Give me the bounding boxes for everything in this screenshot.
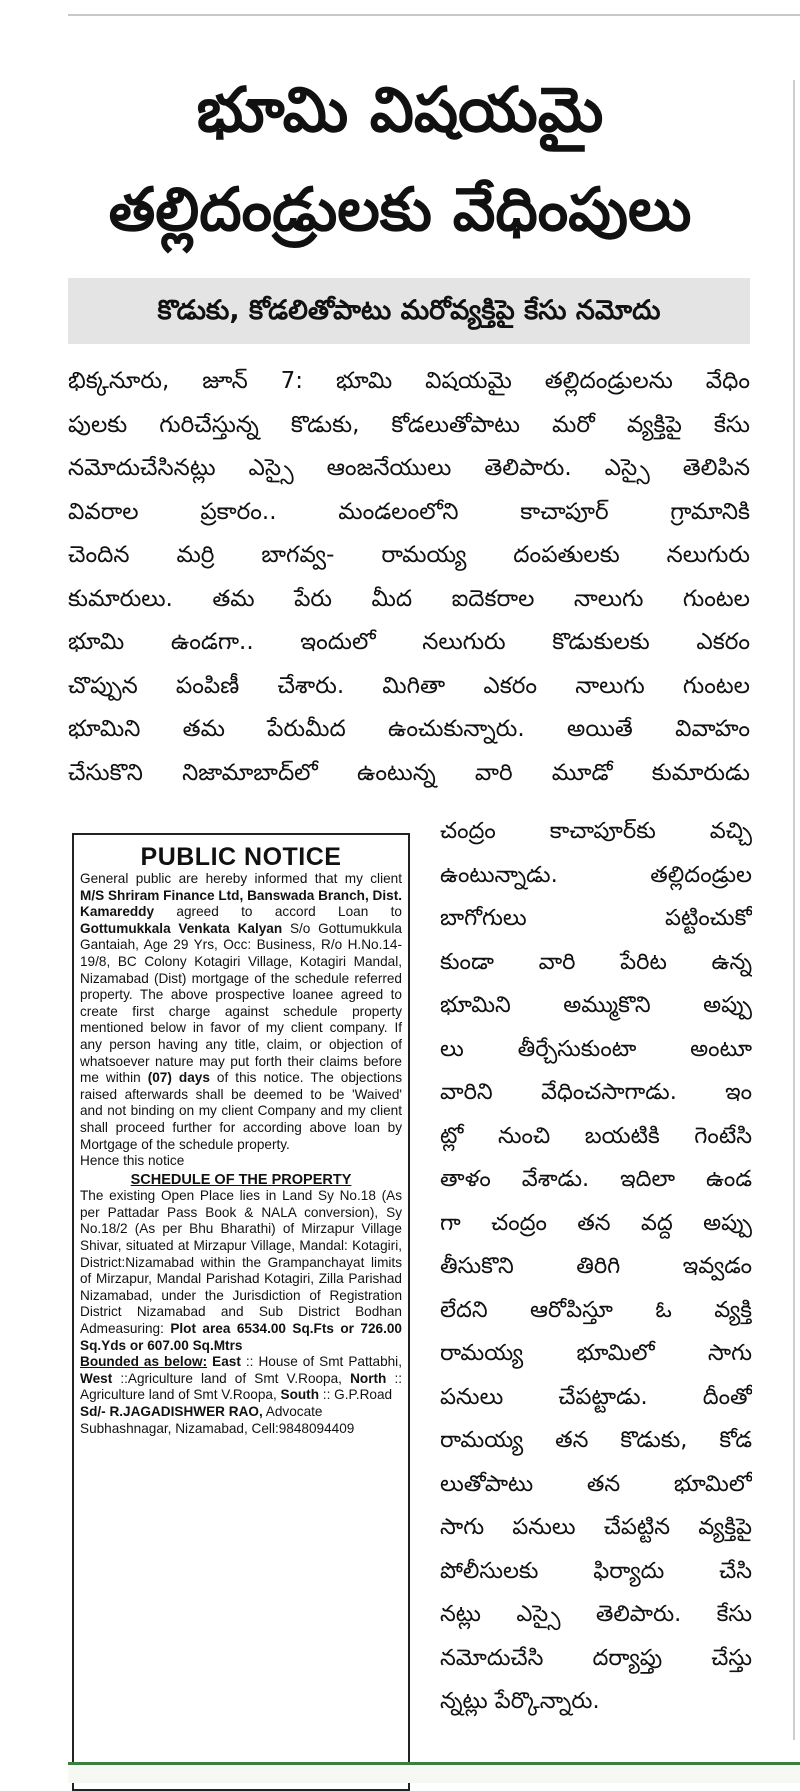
body-line: నట్లు ఎస్సై తెలిపారు. కేసు <box>440 1601 752 1627</box>
body-line: ట్లో నుంచి బయటికి గెంటేసి <box>440 1122 752 1149</box>
body-line: భూమి ఉండగా.. ఇందులో నలుగురు కొడుకులకు ఎకరం <box>68 629 750 655</box>
notice-text: agreed to accord Loan to <box>154 904 402 920</box>
body-line: చొప్పున పంపిణీ చేశారు. మిగితా ఎకరం నాలుగు గుంటల <box>68 672 750 699</box>
east-text: :: House of Smt Pattabhi, <box>240 1354 402 1370</box>
client-name: M/S Shriram Finance Ltd, Banswada Branch, Dist. Kamareddy <box>80 887 402 920</box>
bounded-label: Bounded as below: <box>80 1354 208 1370</box>
body-line: భూమిని అమ్ముకొని అప్పు <box>440 992 752 1018</box>
north-text: :: Agriculture land of Smt V.Roopa, <box>80 1370 402 1403</box>
west-label: West <box>80 1370 113 1386</box>
body-line: పోలీసులకు ఫిర్యాదు చేసి <box>440 1557 752 1584</box>
body-line: పులకు గురిచేస్తున్న కొడుకు, కోడలుతోపాటు మరో వ్యక్తిపై కేసు <box>68 411 750 438</box>
column-divider <box>793 80 795 1740</box>
south-text: :: G.P.Road <box>319 1387 393 1403</box>
top-divider <box>68 14 800 16</box>
body-line: నమోదుచేసి దర్యాప్తు చేస్తు <box>440 1644 752 1671</box>
signature-role: Advocate <box>262 1404 323 1419</box>
plot-area: Plot area 6534.00 Sq.Fts or 726.00 Sq.Yds or 607.00 Sq.Mtrs <box>80 1321 402 1353</box>
subheadline: కొడుకు, కోడలితోపాటు మరోవ్యక్తిపై కేసు నమోదు <box>68 278 750 344</box>
body-line: కుమారులు. తమ పేరు మీద ఐదెకరాల నాలుగు గుంటల <box>68 585 750 612</box>
east-label: East <box>207 1354 241 1370</box>
notice-paragraph <box>80 871 402 1153</box>
boundaries-paragraph <box>80 1354 402 1404</box>
notice-text: S/o Gottumukkula Gantaiah, Age 29 Yrs, Occ: Business, R/o H.No.14-19/8, BC Colony Kotagiri Village, Kotagiri Mandal, Nizamabad (Dist) mortgage of the schedule referred property. The above prospective loanee agreed to create first charge against schedule property mentioned below in favor of my client company. If any person having any title, claim, or objection of whatsoever nature may put forth their claims before me within <box>80 920 402 1086</box>
notice-text: of this notice. The objections raised afterwards shall be deemed to be 'Waived' and not binding on my client Company and my client shall proceed further for according above loan by Mortgage of the schedule property. <box>80 1070 402 1152</box>
notice-text: General public are hereby informed that my client <box>80 871 402 886</box>
signature-name: Sd/- R.JAGADISHWER RAO, <box>80 1404 263 1419</box>
body-line: భిక్కనూరు, జూన్ 7: భూమి విషయమై తల్లిదండ్రులను వేధిం <box>68 368 750 394</box>
body-line: పనులు చేపట్టాడు. దీంతో <box>440 1383 752 1410</box>
body-line: బాగోగులు పట్టించుకో <box>440 905 752 931</box>
body-line: తీసుకొని తిరిగి ఇవ్వడం <box>440 1253 752 1279</box>
public-notice-box <box>72 833 410 1791</box>
body-line: న్నట్లు పేర్కొన్నారు. <box>440 1688 600 1714</box>
south-label: South <box>280 1387 320 1403</box>
address: Subhashnagar, Nizamabad, Cell:9848094409 <box>80 1420 355 1436</box>
body-line: చంద్రం కాచాపూర్‌కు వచ్చి <box>440 818 752 844</box>
schedule-text: The existing Open Place lies in Land Sy No.18 (As per Pattadar Pass Book & NALA conversion), Sy No.18/2 (As per Bhu Bharathi) of Mirzapur Village Shivar, situated at Mirzapur Village, Mandal: Kotagiri, District:Nizamabad within the Grampanchayat limits of Mirzapur, Mandal Parishad Kotagiri, Zilla Parishad Nizamabad, under the Jurisdiction of Registration District Nizamabad and Sub District Bodhan Admeasuring: <box>80 1188 402 1337</box>
body-line: సాగు పనులు చేపట్టిన వ్యక్తిపై <box>440 1514 752 1540</box>
loanee-name: Gottumukkala Venkata Kalyan <box>80 920 283 936</box>
headline-line-2: తల్లిదండ్రులకు వేధింపులు <box>108 175 692 245</box>
body-line: తాళం వేశాడు. ఇదిలా ఉండ <box>440 1166 752 1192</box>
body-line: రామయ్య తన కొడుకు, కోడ <box>440 1427 752 1453</box>
headline-line-1: భూమి విషయమై <box>196 73 604 146</box>
body-line: గా చంద్రం తన వద్ద అప్పు <box>440 1209 752 1236</box>
body-line: కుండా వారి పేరిట ఉన్న <box>440 948 752 975</box>
body-line: ఉంటున్నాడు. తల్లిదండ్రుల <box>440 861 752 888</box>
body-line: వివరాల ప్రకారం.. మండలంలోని కాచాపూర్ గ్రామానికి <box>68 498 750 525</box>
notice-period: (07) days <box>147 1070 210 1086</box>
body-line: రామయ్య భూమిలో సాగు <box>440 1340 752 1366</box>
north-label: North <box>350 1370 387 1386</box>
schedule-title: SCHEDULE OF THE PROPERTY <box>130 1171 352 1188</box>
west-text: ::Agriculture land of Smt V.Roopa, <box>112 1370 351 1386</box>
body-line: చెందిన మర్రి బాగవ్వ- రామయ్య దంపతులకు నలుగురు <box>68 542 750 568</box>
body-line: చేసుకొని నిజామాబాద్‌లో ఉంటున్న వారి మూడో కుమారుడు <box>68 759 750 786</box>
body-line: లుతోపాటు తన భూమిలో <box>440 1470 752 1497</box>
signature <box>80 1404 402 1421</box>
body-line: లు తీర్చేసుకుంటా అంటూ <box>440 1035 752 1062</box>
schedule-paragraph <box>80 1188 402 1354</box>
body-line: నమోదుచేసినట్లు ఎస్సై ఆంజనేయులు తెలిపారు. ఎస్సై తెలిపిన <box>68 455 750 481</box>
body-line: భూమిని తమ పేరుమీద ఉంచుకున్నారు. అయితే వివాహం <box>68 716 750 742</box>
notice-hence: Hence this notice <box>80 1153 185 1169</box>
article-body-right-column <box>440 810 752 1724</box>
article-body-full-width <box>68 360 750 795</box>
notice-title: PUBLIC NOTICE <box>140 843 342 871</box>
body-line: వారిని వేధించసాగాడు. ఇం <box>440 1079 752 1105</box>
body-line: లేదని ఆరోపిస్తూ ఓ వ్యక్తి <box>440 1296 752 1323</box>
